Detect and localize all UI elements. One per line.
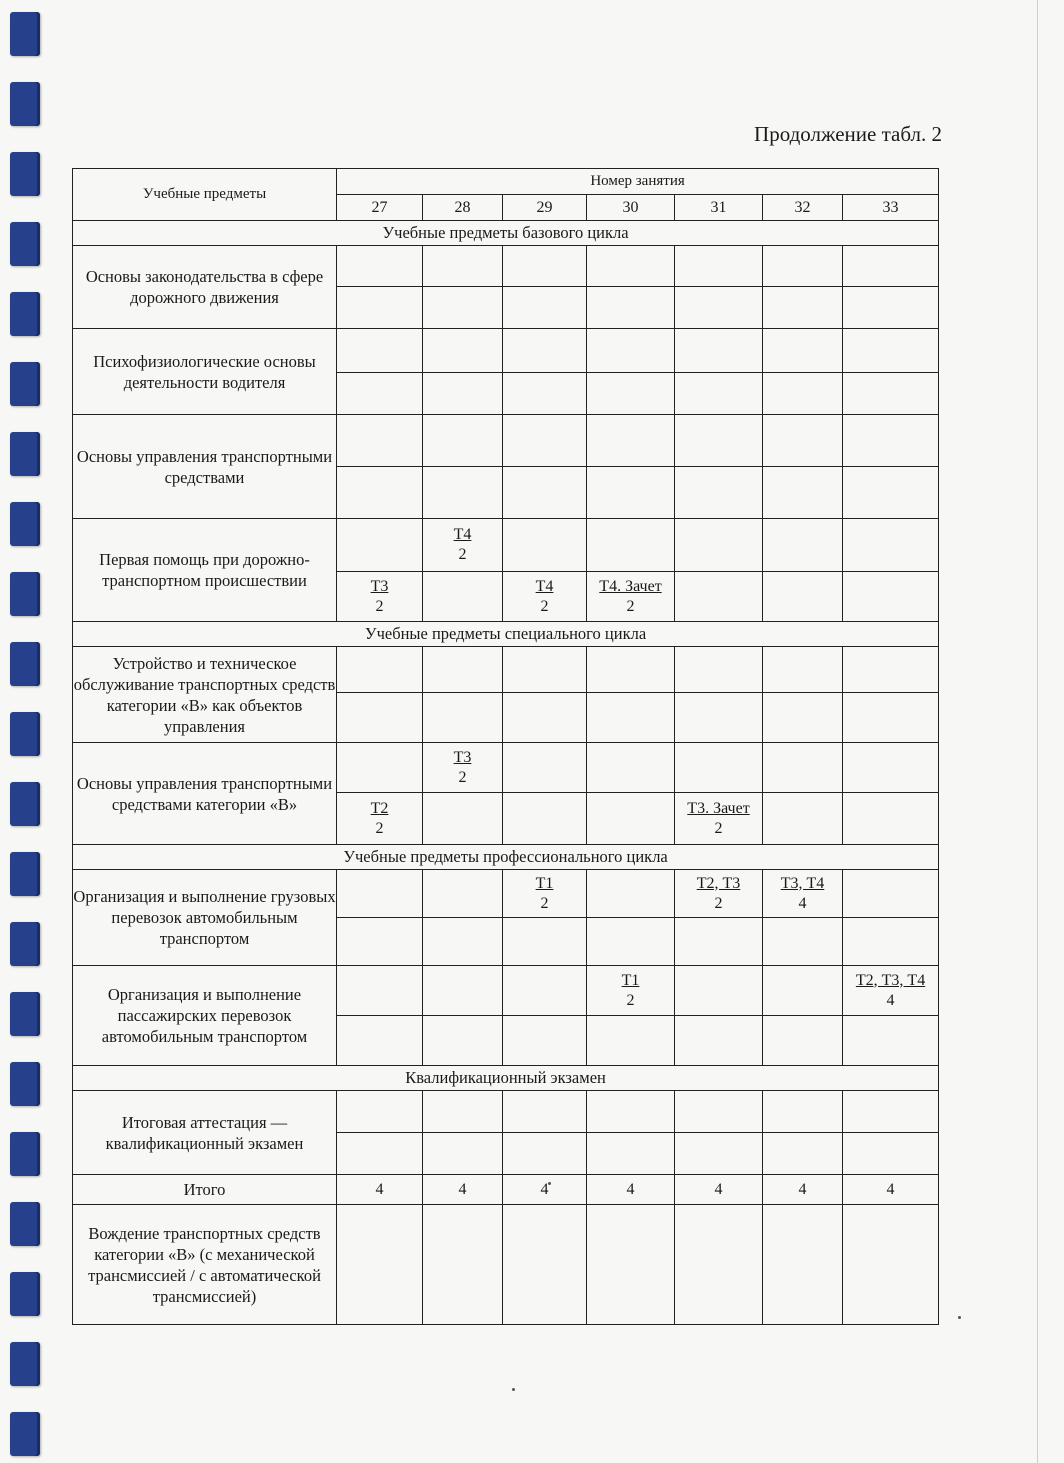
binding-ring bbox=[10, 1062, 40, 1106]
cell-first-aid-27: Т3 2 bbox=[337, 572, 423, 622]
binding-ring bbox=[10, 1412, 40, 1456]
header-num-29: 29 bbox=[503, 195, 587, 221]
header-num-30: 30 bbox=[587, 195, 675, 221]
binding-ring bbox=[10, 572, 40, 616]
binding-ring bbox=[10, 502, 40, 546]
total-label: Итого bbox=[73, 1175, 337, 1205]
binding-ring bbox=[10, 1272, 40, 1316]
cell-passenger-33: Т2, Т3, Т4 4 bbox=[843, 966, 939, 1016]
cell-first-aid-29: Т4 2 bbox=[503, 572, 587, 622]
binding-ring bbox=[10, 82, 40, 126]
cell-cargo-29: Т1 2 bbox=[503, 870, 587, 918]
speck bbox=[548, 1182, 551, 1185]
subject-passenger-transport: Организация и выполнение пассажирских перевозок автомобильным транспортом bbox=[73, 966, 337, 1066]
speck bbox=[958, 1316, 961, 1319]
cell-cargo-31: Т2, Т3 2 bbox=[675, 870, 763, 918]
continuation-title: Продолжение табл. 2 bbox=[754, 122, 942, 146]
cell-first-aid-28: Т4 2 bbox=[423, 519, 503, 572]
header-num-28: 28 bbox=[423, 195, 503, 221]
binding-ring bbox=[10, 222, 40, 266]
binding-ring bbox=[10, 432, 40, 476]
binding-ring bbox=[10, 1202, 40, 1246]
cell-first-aid-30: Т4. Зачет 2 bbox=[587, 572, 675, 622]
binding-ring bbox=[10, 852, 40, 896]
binding-ring bbox=[10, 782, 40, 826]
section-exam: Квалификационный экзамен bbox=[73, 1066, 939, 1091]
binding-ring bbox=[10, 712, 40, 756]
schedule-table bbox=[72, 168, 939, 1325]
binding-ring bbox=[10, 922, 40, 966]
subject-vehicle-control: Основы управления транспортными средствами bbox=[73, 415, 337, 519]
total-33: 4 bbox=[843, 1175, 939, 1205]
subject-driving: Вождение транспортных средств категории «В» (с механической трансмиссией / с автоматической трансмиссией) bbox=[73, 1205, 337, 1325]
binding-ring bbox=[10, 992, 40, 1036]
binding-ring bbox=[10, 152, 40, 196]
header-num-27: 27 bbox=[337, 195, 423, 221]
binding-ring bbox=[10, 1132, 40, 1176]
total-28: 4 bbox=[423, 1175, 503, 1205]
header-num-32: 32 bbox=[763, 195, 843, 221]
cell-passenger-30: Т1 2 bbox=[587, 966, 675, 1016]
spiral-binding bbox=[0, 0, 48, 1463]
section-special: Учебные предметы специального цикла bbox=[73, 622, 939, 647]
subject-psychophysiology: Психофизиологические основы деятельности водителя bbox=[73, 329, 337, 415]
cell-control-b-31: Т3. Зачет 2 bbox=[675, 793, 763, 845]
subject-legislation: Основы законодательства в сфере дорожного движения bbox=[73, 246, 337, 329]
section-professional: Учебные предметы профессионального цикла bbox=[73, 845, 939, 870]
binding-ring bbox=[10, 12, 40, 56]
subject-first-aid: Первая помощь при дорожно-транспортном происшествии bbox=[73, 519, 337, 622]
binding-ring bbox=[10, 362, 40, 406]
total-32: 4 bbox=[763, 1175, 843, 1205]
speck bbox=[512, 1388, 515, 1391]
header-num-31: 31 bbox=[675, 195, 763, 221]
total-30: 4 bbox=[587, 1175, 675, 1205]
binding-ring bbox=[10, 292, 40, 336]
section-basic: Учебные предметы базового цикла bbox=[73, 221, 939, 246]
cell-control-b-27: Т2 2 bbox=[337, 793, 423, 845]
total-27: 4 bbox=[337, 1175, 423, 1205]
subject-cargo-transport: Организация и выполнение грузовых перевозок автомобильным транспортом bbox=[73, 870, 337, 966]
header-subjects: Учебные предметы bbox=[73, 169, 337, 221]
subject-vehicle-control-b: Основы управления транспортными средствами категории «В» bbox=[73, 743, 337, 845]
cell-control-b-28: Т3 2 bbox=[423, 743, 503, 793]
binding-ring bbox=[10, 1342, 40, 1386]
binding-ring bbox=[10, 642, 40, 686]
page-edge bbox=[1037, 0, 1038, 1463]
subject-vehicle-maintenance: Устройство и техническое обслуживание транспортных средств категории «В» как объектов управления bbox=[73, 647, 337, 743]
subject-final-attestation: Итоговая аттестация — квалификационный экзамен bbox=[73, 1091, 337, 1175]
cell-cargo-32: Т3, Т4 4 bbox=[763, 870, 843, 918]
total-31: 4 bbox=[675, 1175, 763, 1205]
header-num-33: 33 bbox=[843, 195, 939, 221]
header-lesson-number: Номер занятия bbox=[337, 169, 939, 195]
total-29: 4 bbox=[503, 1175, 587, 1205]
